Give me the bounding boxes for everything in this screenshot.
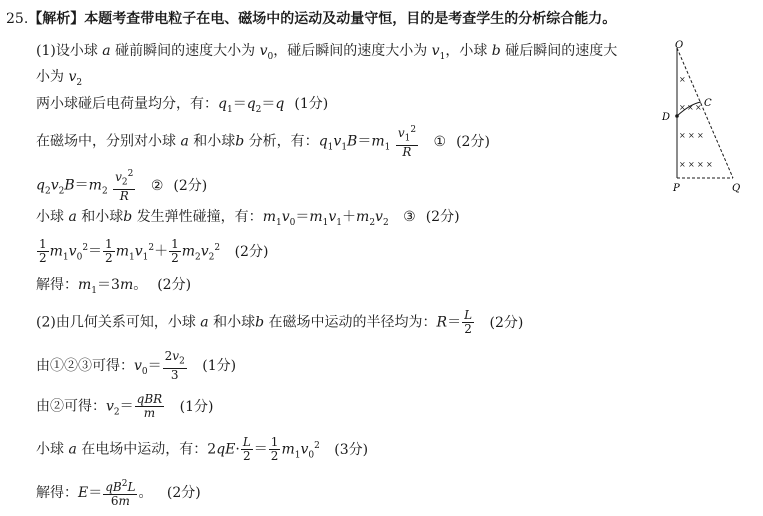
cross-mark: ×	[679, 75, 686, 84]
solution-line-2: 小为 $v_2$	[36, 69, 83, 88]
cross-mark: ×	[688, 131, 695, 140]
solution-line-1: (1)设小球 a 碰前瞬间的速度大小为 $v_0$，碰后瞬间的速度大小为 $v_1$，小球 b 碰后瞬间的速度大	[36, 43, 618, 62]
solution-line-3: 两小球碰后电荷量均分，有：$q_1=q_2=q$ (1分)	[36, 96, 329, 115]
field-diagram	[662, 38, 758, 198]
cross-mark: ×	[679, 103, 686, 112]
solution-line-9: (2)由几何关系可知，小球 a 和小球b 在磁场中运动的半径均为：R＝ $\frac{L}{2}$ (2分)	[36, 308, 524, 336]
question-header	[6, 10, 616, 28]
solution-line-5: $q_2v_2B=m_2$ $\frac{v_2^2}{R}$ ② (2分)	[36, 169, 208, 204]
magnetic-field-crosses	[679, 75, 713, 169]
cross-mark: ×	[687, 103, 694, 112]
cross-mark: ×	[697, 160, 704, 169]
cross-mark: ×	[679, 131, 686, 140]
solution-line-7: $\frac{1}{2}$ $m_1v_0^2=$ $\frac{1}{2}$ $m_1v_1^2+$ $\frac{1}{2}$ $m_2v_2^2$ (2分)	[39, 237, 269, 265]
analysis-intro: 本题考查带电粒子在电、磁场中的运动及动量守恒，目的是考查学生的分析综合能力。	[84, 11, 617, 27]
label-q: Q	[732, 183, 741, 194]
question-number: 25.	[6, 11, 29, 27]
solution-line-11: 由②可得：$v_2=$ $\frac{\text{qBR}}{m}$ (1分)	[36, 392, 214, 420]
point-d-dot	[675, 114, 679, 118]
solution-line-4: 在磁场中，分别对小球 a 和小球b 分析，有：$q_1v_1B=m_1$ $\frac{v_1^2}{R}$ ① (2分)	[36, 125, 490, 160]
hypotenuse-dashed-line	[677, 48, 733, 178]
cross-mark: ×	[679, 160, 686, 169]
solution-line-10: 由①②③可得：$v_0=$ $\frac{2v_2}{3}$ (1分)	[36, 349, 237, 383]
cross-mark: ×	[695, 103, 702, 112]
solution-line-12: 小球 a 在电场中运动，有：2qE· $\frac{L}{2}$ ＝ $\frac{1}{2}$ $m_1v_0^2$ (3分)	[36, 435, 369, 463]
solution-line-8: 解得：$m_1=3m$。 (2分)	[36, 277, 192, 296]
solution-line-13: 解得：E＝ $\frac{qB^2L}{6m}$ 。 (2分)	[36, 479, 201, 508]
label-p: P	[673, 183, 680, 194]
solution-line-6: 小球 a 和小球b 发生弹性碰撞，有：$m_1v_0=m_1v_1+m_2v_2$ ③ (2分)	[36, 209, 460, 228]
cross-mark: ×	[688, 160, 695, 169]
cross-mark: ×	[697, 131, 704, 140]
label-c: C	[704, 98, 712, 109]
analysis-tag: 【解析】	[28, 11, 85, 27]
label-d: D	[662, 112, 671, 123]
label-o: O	[675, 40, 684, 51]
cross-mark: ×	[706, 160, 713, 169]
